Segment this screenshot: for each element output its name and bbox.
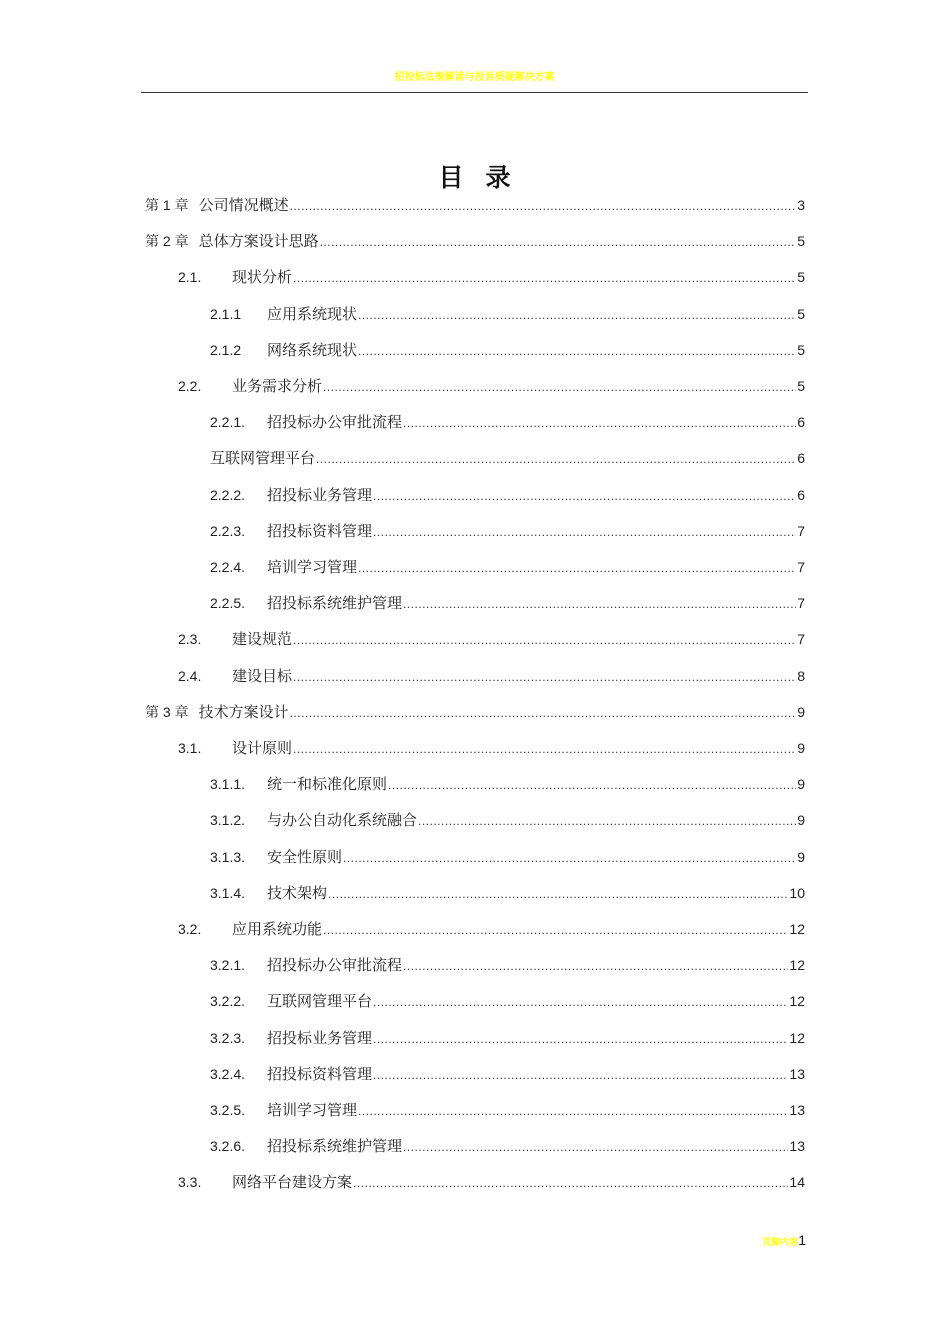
- toc-entry-label: 招投标资料管理: [267, 521, 373, 540]
- toc-entry-label: 公司情况概述: [198, 196, 289, 214]
- toc-entry-number: 2.1.: [178, 269, 202, 286]
- toc-entry-page: 12: [789, 957, 805, 974]
- toc-entry-page: 13: [789, 1138, 805, 1155]
- toc-leader-dots: [290, 199, 797, 213]
- toc-entry-page: 5: [797, 378, 805, 394]
- toc-entry[interactable]: [178, 628, 805, 650]
- toc-entry[interactable]: [210, 809, 805, 831]
- toc-entry-number: 3.1.: [178, 740, 202, 756]
- toc-entry-number: 2.3.: [178, 631, 202, 648]
- footer-label: 页脚内容: [762, 1238, 799, 1248]
- toc-entry[interactable]: [210, 954, 805, 976]
- toc-entry[interactable]: [210, 773, 805, 795]
- toc-leader-dots: [323, 380, 796, 394]
- toc-leader-dots: [403, 959, 788, 973]
- toc-entry-page: 9: [797, 703, 805, 720]
- toc-leader-dots: [403, 597, 796, 611]
- toc-entry[interactable]: [210, 846, 805, 868]
- toc-entry-number: 3.2.2.: [210, 993, 246, 1010]
- toc-entry-label: 现状分析: [232, 268, 293, 287]
- toc-entry-page: 5: [797, 269, 805, 286]
- toc-leader-dots: [373, 1068, 788, 1082]
- toc-entry-page: 10: [789, 884, 805, 901]
- toc-leader-dots: [373, 995, 788, 1009]
- toc-entry-number: 2.4.: [178, 667, 202, 684]
- toc-entry-page: 6: [797, 486, 805, 503]
- toc-entry[interactable]: [210, 1027, 805, 1049]
- toc-entry-label: 培训学习管理: [267, 1101, 358, 1119]
- toc-leader-dots: [323, 923, 788, 937]
- toc-entry-page: 7: [797, 595, 805, 612]
- toc-entry-label: 互联网管理平台: [267, 992, 373, 1011]
- toc-entry-number: 2.2.1.: [210, 414, 246, 431]
- toc-entry-label: 网络系统现状: [267, 340, 358, 359]
- toc-entry-page: 7: [797, 559, 805, 575]
- toc-entry[interactable]: [178, 737, 805, 759]
- toc-entry-label: 应用系统现状: [267, 304, 358, 323]
- toc-entry[interactable]: [210, 520, 805, 542]
- toc-entry-label: 招投标业务管理: [267, 485, 373, 504]
- toc-entry-number: 3.2.5.: [210, 1102, 246, 1118]
- toc-entry-page: 6: [797, 450, 805, 467]
- toc-entry-number: 2.2.3.: [210, 522, 246, 539]
- footer-page-number: 1: [798, 1232, 806, 1248]
- toc-leader-dots: [373, 489, 796, 503]
- toc-entry-page: 12: [789, 1029, 805, 1046]
- toc-leader-dots: [358, 344, 796, 358]
- toc-entry[interactable]: [145, 194, 805, 216]
- page-footer: [762, 1232, 806, 1248]
- toc-entry-number: 3.2.4.: [210, 1065, 246, 1082]
- toc-entry[interactable]: [210, 1135, 805, 1157]
- toc-entry-label: 统一和标准化原则: [267, 775, 388, 794]
- toc-entry-number: 3.1.1.: [210, 776, 246, 793]
- toc-entry-label: 与办公自动化系统融合: [267, 811, 418, 830]
- toc-entry-page: 7: [797, 522, 805, 539]
- toc-leader-dots: [403, 1140, 788, 1154]
- toc-leader-dots: [293, 742, 796, 756]
- toc-title: 目录: [438, 163, 533, 192]
- toc-entry-page: 9: [797, 776, 805, 793]
- toc-entry-number: 3.3.: [178, 1174, 202, 1191]
- toc-entry-label: 招投标资料管理: [267, 1064, 373, 1083]
- toc-entry-label: 总体方案设计思路: [198, 232, 319, 251]
- toc-entry-number: 2.1.1: [210, 305, 242, 322]
- toc-entry-label: 招投标系统维护管理: [267, 1137, 403, 1156]
- toc-entry[interactable]: [210, 484, 805, 506]
- toc-entry[interactable]: [145, 701, 805, 723]
- toc-entry-number: 第 1 章: [145, 197, 189, 213]
- toc-entry-page: 5: [797, 305, 805, 322]
- toc-entry[interactable]: [210, 303, 805, 325]
- toc-entry-page: 9: [797, 740, 805, 756]
- toc-entry-number: 2.2.5.: [210, 595, 246, 612]
- toc-entry-label: 安全性原则: [267, 847, 343, 866]
- toc-entry-label: 建设规范: [232, 630, 293, 649]
- toc-entry-page: 5: [797, 341, 805, 358]
- toc-entry-number: 2.2.2.: [210, 486, 246, 503]
- toc-entry-number: 3.1.3.: [210, 848, 246, 865]
- toc-entry-label: 招投标办公审批流程: [267, 413, 403, 432]
- toc-entry[interactable]: [178, 266, 805, 288]
- toc-leader-dots: [293, 670, 796, 684]
- toc-entry[interactable]: [178, 665, 805, 687]
- toc-entry-label: 应用系统功能: [232, 920, 323, 938]
- toc-leader-dots: [293, 271, 796, 285]
- toc-entry[interactable]: [145, 230, 805, 252]
- toc-entry-label: 招投标系统维护管理: [267, 594, 403, 613]
- toc-entry-label: 招投标办公审批流程: [267, 956, 403, 975]
- toc-leader-dots: [353, 1176, 788, 1190]
- toc-entry-label: 建设目标: [232, 666, 293, 685]
- toc-entry-page: 14: [789, 1174, 805, 1191]
- toc-entry-number: 3.1.2.: [210, 812, 246, 829]
- toc-entry[interactable]: [210, 447, 805, 469]
- toc-leader-dots: [343, 851, 796, 865]
- page-header-title: 招投标法规解读与投诉质疑解决方案: [394, 72, 555, 83]
- toc-entry[interactable]: [210, 882, 805, 904]
- toc-entry-number: 2.2.4.: [210, 559, 246, 575]
- toc-entry-label: 网络平台建设方案: [232, 1173, 353, 1192]
- toc-entry-page: 9: [797, 812, 805, 829]
- toc-entry[interactable]: [210, 411, 805, 433]
- toc-leader-dots: [358, 308, 796, 322]
- toc-leader-dots: [320, 235, 797, 249]
- toc-entry-page: 9: [797, 848, 805, 865]
- toc-entry-label: 技术方案设计: [198, 702, 289, 721]
- toc-entry-page: 6: [797, 414, 805, 431]
- toc-entry[interactable]: [210, 592, 805, 614]
- toc-leader-dots: [290, 706, 797, 720]
- toc-entry[interactable]: [210, 339, 805, 361]
- toc-entry-number: 第 2 章: [145, 233, 189, 250]
- toc-entry-label: 设计原则: [232, 739, 293, 757]
- toc-entry-number: 3.2.1.: [210, 957, 246, 974]
- toc-leader-dots: [373, 1032, 788, 1046]
- toc-entry-page: 3: [797, 197, 805, 213]
- toc-entry[interactable]: [210, 556, 805, 578]
- toc-leader-dots: [388, 778, 796, 792]
- toc-entry-page: 12: [789, 921, 805, 937]
- toc-entry-number: 3.1.4.: [210, 884, 246, 901]
- toc-leader-dots: [316, 452, 796, 466]
- toc-entry-page: 12: [789, 993, 805, 1010]
- toc-leader-dots: [358, 561, 796, 575]
- toc-leader-dots: [418, 814, 796, 828]
- toc-entry-page: 7: [797, 631, 805, 648]
- toc-entry-number: 2.1.2: [210, 341, 242, 358]
- header-divider: [141, 92, 808, 93]
- toc-entry-label: 技术架构: [267, 883, 328, 902]
- toc-entry-label: 互联网管理平台: [210, 449, 316, 468]
- toc-entry-number: 3.2.: [178, 921, 202, 937]
- toc-leader-dots: [403, 416, 796, 430]
- toc-leader-dots: [358, 1104, 788, 1118]
- toc-entry[interactable]: [210, 990, 805, 1012]
- toc-entry-number: 第 3 章: [145, 703, 189, 720]
- toc-entry-page: 8: [797, 667, 805, 684]
- toc-leader-dots: [373, 525, 796, 539]
- toc-entry[interactable]: [210, 1099, 805, 1121]
- toc-entry-number: 3.2.6.: [210, 1138, 246, 1155]
- toc-entry-number: 3.2.3.: [210, 1029, 246, 1046]
- toc-entry-page: 13: [789, 1102, 805, 1118]
- toc-entry[interactable]: [210, 1063, 805, 1085]
- toc-entry-label: 培训学习管理: [267, 558, 358, 576]
- toc-entry-page: 13: [789, 1065, 805, 1082]
- toc-leader-dots: [328, 887, 788, 901]
- toc-entry[interactable]: [178, 918, 805, 940]
- toc-entry-page: 5: [797, 233, 805, 250]
- toc-leader-dots: [293, 633, 796, 647]
- toc-entry[interactable]: [178, 1171, 805, 1193]
- toc-entry-number: 2.2.: [178, 378, 202, 394]
- toc-entry[interactable]: [178, 375, 805, 397]
- toc-entry-label: 业务需求分析: [232, 377, 323, 395]
- toc-entry-label: 招投标业务管理: [267, 1028, 373, 1047]
